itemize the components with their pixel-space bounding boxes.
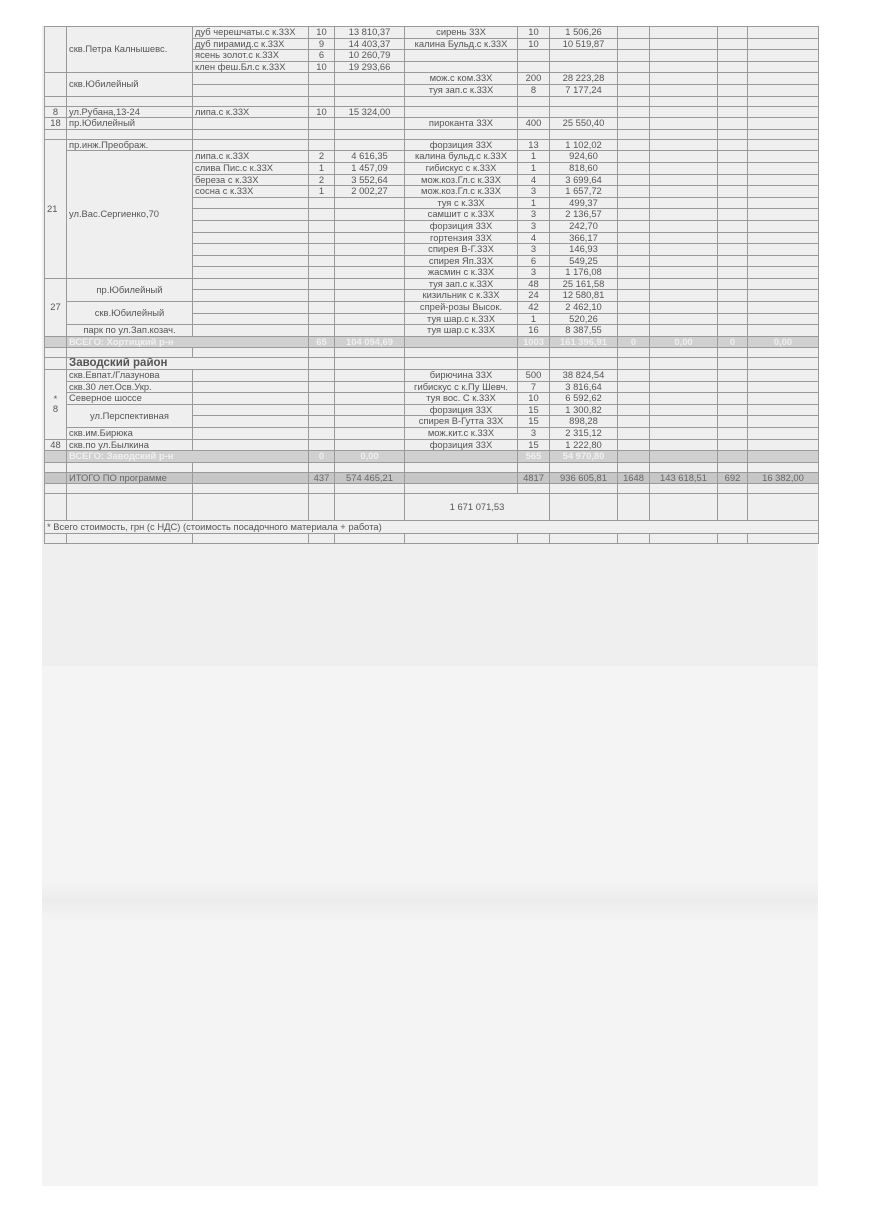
table-row: 18 пр.Юбилейный пироканта 33Х 400 25 550,40 — [45, 118, 819, 130]
table-row: 27 пр.Юбилейный туя зап.с к.33Х 48 25 161,58 — [45, 278, 819, 290]
table-row: туя зап.с к.33Х 8 7 177,24 — [45, 84, 819, 96]
table-row: самшит с к.33Х 3 2 136,57 — [45, 209, 819, 221]
table-row: слива Пис.с к.33Х 1 1 457,09 гибискус с к.33Х 1 818,60 — [45, 162, 819, 174]
table-row: * 8 скв.Евпат./Глазунова бирючина 33Х 500 38 824,54 — [45, 370, 819, 382]
district-total-row: ВСЕГО: Заводский р-н 0 0,00 565 54 970,80 — [45, 451, 819, 463]
table-row: жасмин с к.33Х 3 1 176,08 — [45, 267, 819, 279]
table-row: 48 скв.по ул.Былкина форзиция 33Х 15 1 222,80 — [45, 439, 819, 451]
table-row: форзиция 33Х 3 242,70 — [45, 220, 819, 232]
table-row — [45, 462, 819, 472]
table-row: спирея Яп.33Х 6 549,25 — [45, 255, 819, 267]
table-row: скв.им.Бирюка мож.кит.с к.33Х 3 2 315,12 — [45, 428, 819, 440]
table-row: скв.Юбилейный мож.с ком.33Х 200 28 223,28 — [45, 73, 819, 85]
district-total-row: ВСЕГО: Хортицкий р-н 65 104 094,69 1003 161 396,91 0 0,00 0 0,00 — [45, 336, 819, 348]
table-row — [45, 534, 819, 544]
table-row — [45, 484, 819, 494]
table-row: ул.Вас.Сергиенко,70 липа.с к.33Х 2 4 616,35 калина бульд.с к.33Х 1 924,60 — [45, 151, 819, 163]
table-row — [45, 96, 819, 106]
asterisk-mark: * — [53, 392, 58, 404]
table-row: Северное шоссе туя вос. С к.33Х 10 6 592,62 — [45, 393, 819, 405]
table-row: туя шар.с к.33Х 1 520,26 — [45, 313, 819, 325]
table-row: 21 пр.инж.Преображ. форзиция 33Х 13 1 102,02 — [45, 139, 819, 151]
table-row: 8 ул.Рубана,13-24 липа.с к.33Х 10 15 324,00 — [45, 106, 819, 118]
grand-sum-value: 1 671 071,53 — [405, 494, 550, 521]
district-title: Заводский район — [67, 358, 309, 370]
table-row: дуб пирамид.с к.33Х 9 14 403,37 калина Бульд.с к.33Х 10 10 519,87 — [45, 38, 819, 50]
table-row: скв.30 лет.Осв.Укр. гибискус с к.Пу Шевч. 7 3 816,64 — [45, 381, 819, 393]
table-row: скв.Юбилейный спрей-розы Высок. 42 2 462,10 — [45, 302, 819, 314]
grand-sum-row — [45, 494, 819, 521]
table-row: береза с к.33Х 2 3 552,64 мож.коз.Гл.с к.33Х 4 3 699,64 — [45, 174, 819, 186]
table-row: скв.Петра Калнышевс. дуб черешчаты.с к.33Х 10 13 810,37 сирень 33Х 10 1 506,26 — [45, 27, 819, 39]
table-row: кизильник с к.33Х 24 12 580,81 — [45, 290, 819, 302]
program-total-row: ИТОГО ПО программе 437 574 465,21 4817 936 605,81 1648 143 618,51 692 16 382,00 — [45, 472, 819, 484]
district-header-row — [45, 358, 819, 370]
footnote: * Всего стоимость, грн (с НДС) (стоимость посадочного материала + работа) — [45, 521, 819, 534]
table-row: спирея В-Гутта 33Х 15 898,28 — [45, 416, 819, 428]
table-row: спирея В-Г.33Х 3 146,93 — [45, 244, 819, 256]
table-row: туя с к.33Х 1 499,37 — [45, 197, 819, 209]
table-row: клен феш.Бл.с к.33Х 10 19 293,66 — [45, 61, 819, 73]
scan-smudge — [42, 881, 818, 921]
scanned-page — [42, 26, 818, 1186]
table-row — [45, 129, 819, 139]
planting-table — [44, 26, 819, 544]
table-row: ясень золот.с к.33Х 6 10 260,79 — [45, 50, 819, 62]
table-row: ул.Перспективная форзиция 33Х 15 1 300,82 — [45, 404, 819, 416]
table-row: гортензия 33Х 4 366,17 — [45, 232, 819, 244]
table-row: сосна с к.33Х 1 2 002,27 мож.коз.Гл.с к.33Х 3 1 657,72 — [45, 186, 819, 198]
table-row: парк по ул.Зап.козач. туя шар.с к.33Х 16 8 387,55 — [45, 325, 819, 337]
footnote-row — [45, 521, 819, 534]
table-row — [45, 348, 819, 358]
